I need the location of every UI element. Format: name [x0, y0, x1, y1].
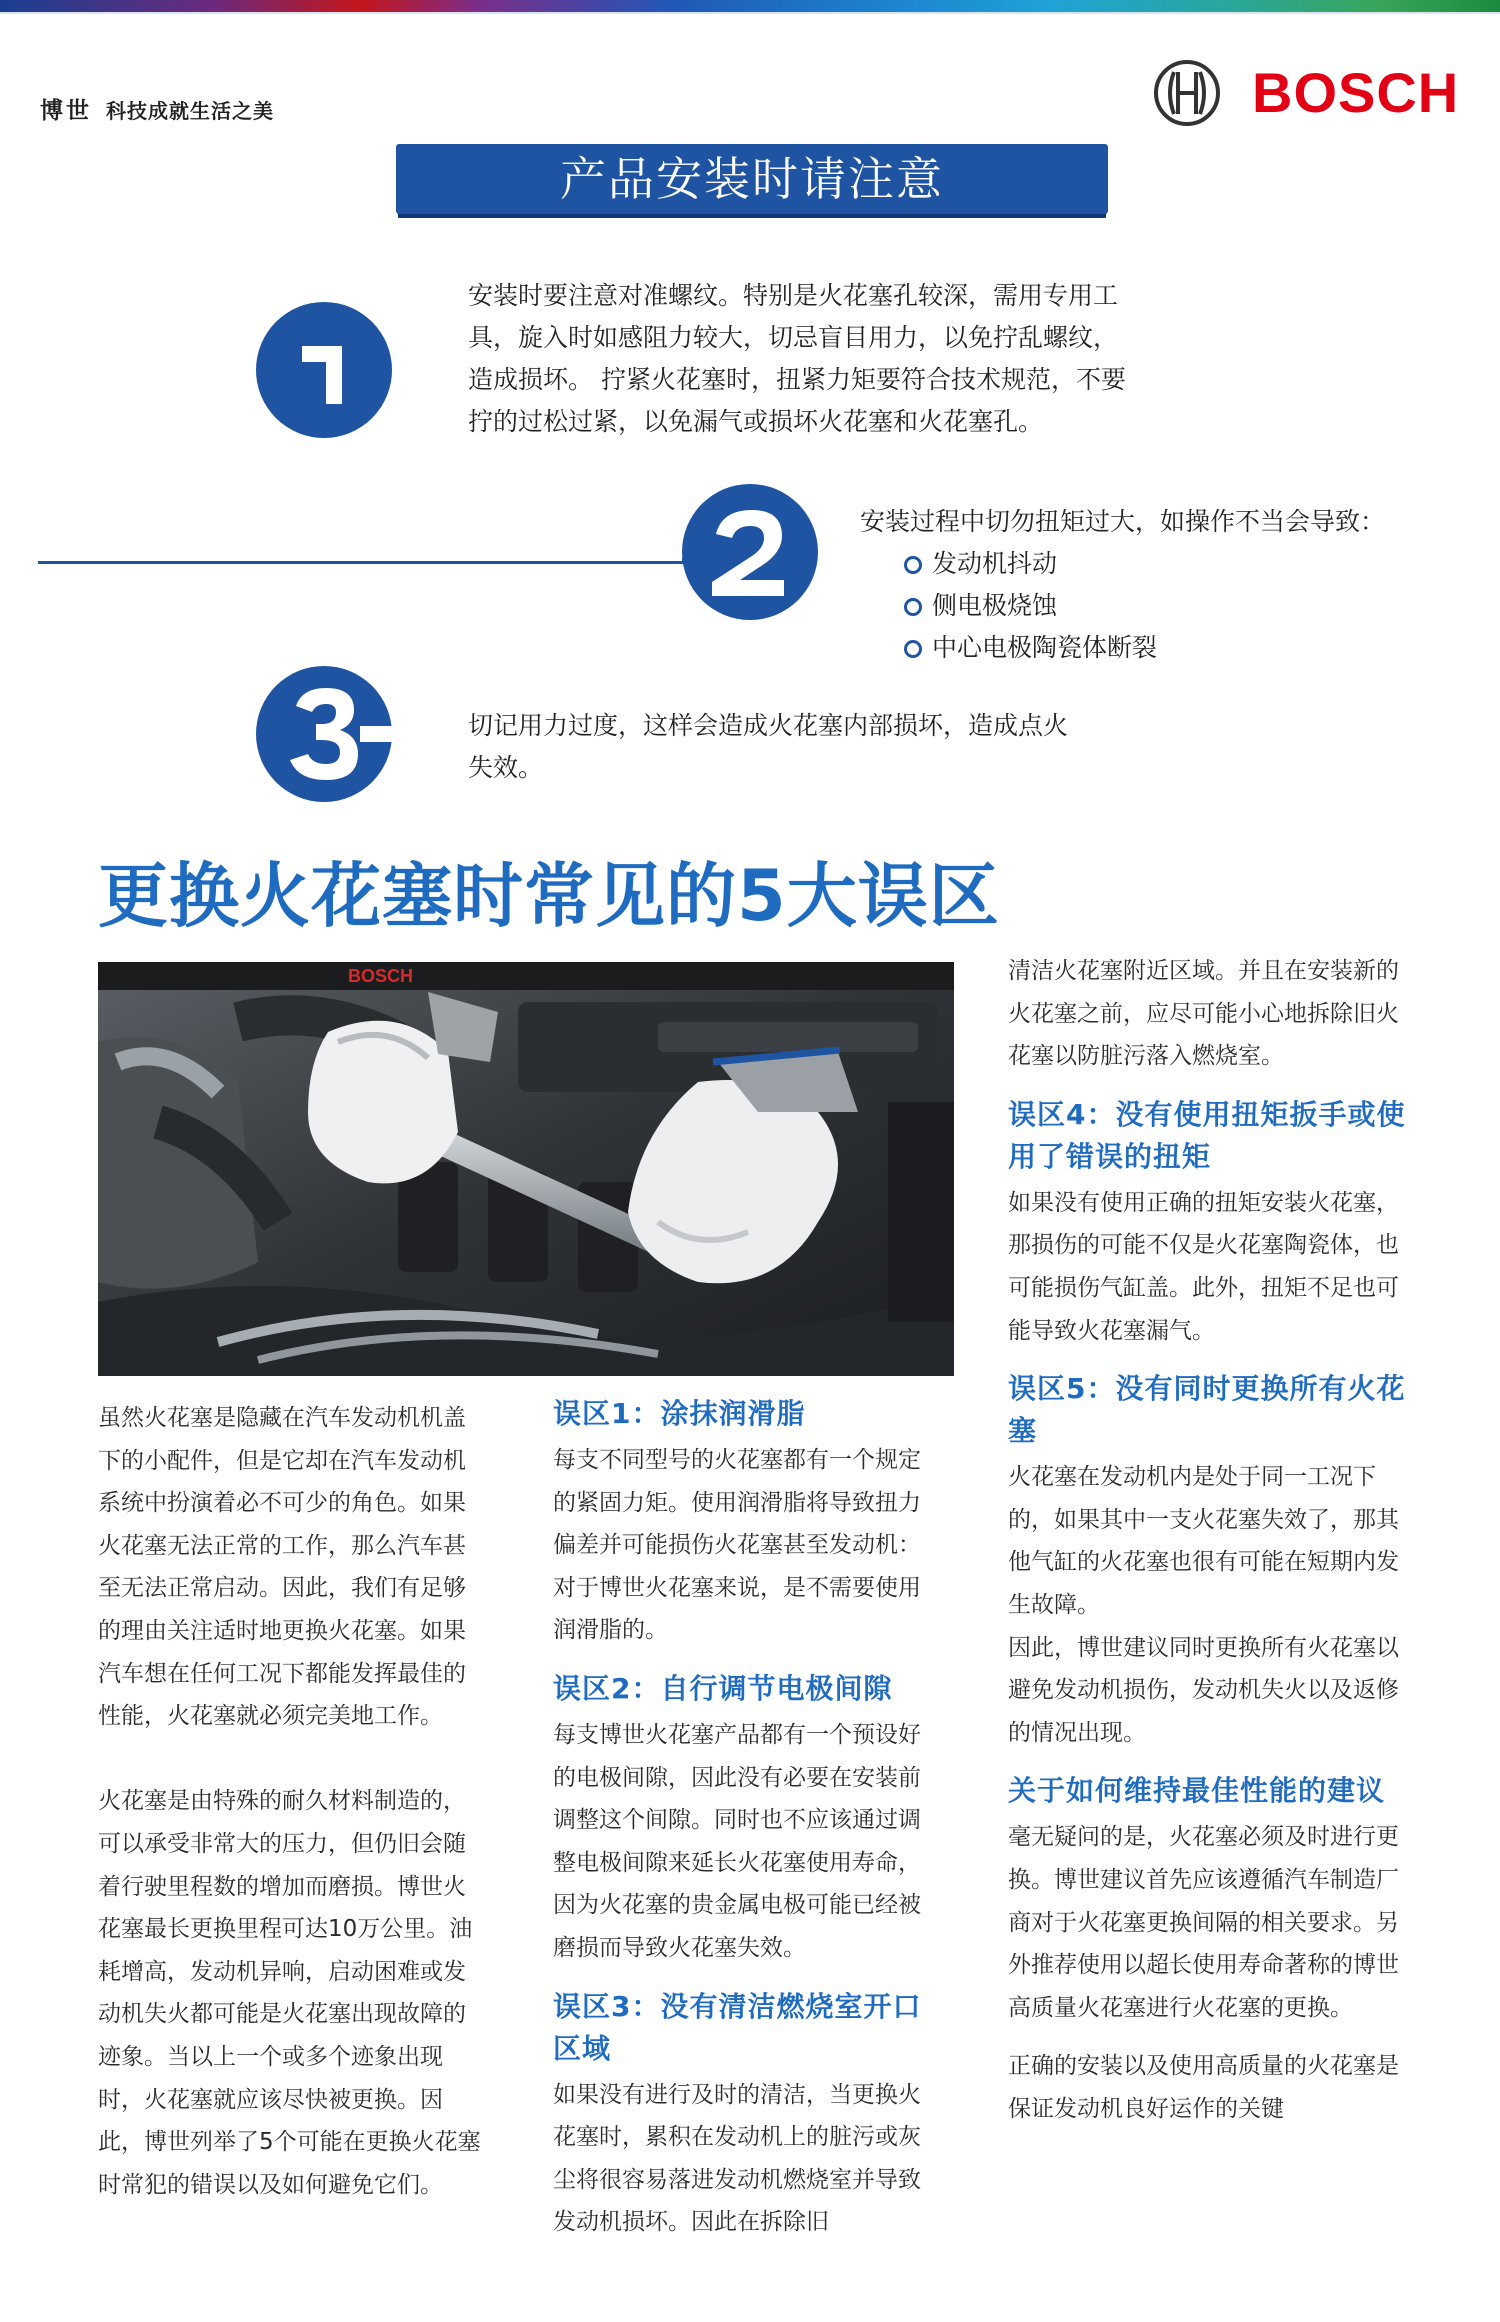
engine-photo [98, 962, 954, 1376]
install-notice-banner: 产品安装时请注意 [396, 144, 1108, 214]
number-two-icon [682, 484, 818, 620]
brand-cn: 博世 [40, 98, 92, 124]
intro-paragraph-1: 虽然火花塞是隐藏在汽车发动机机盖下的小配件，但是它却在汽车发动机系统中扮演着必不可少的角色。如果火花塞无法正常的工作，那么汽车甚至无法正常启动。因此，我们有足够的理由关注适时地更换火花塞。如果汽车想在任何工况下都能发挥最佳的性能，火花塞就必须完美地工作。 [98, 1405, 466, 1730]
mistake-5-text-2: 因此，博世建议同时更换所有火花塞以避免发动机损伤，发动机失火以及返修的情况出现。 [1008, 1634, 1399, 1746]
mistake-2-text: 每支博世火花塞产品都有一个预设好的电极间隙，因此没有必要在安装前调整这个间隙。同时也不应该通过调整电极间隙来延长火花塞使用寿命，因为火花塞的贵金属电极可能已经被磨损而导致火花塞失效。 [553, 1721, 921, 1961]
list-item: 中心电极陶瓷体断裂 [904, 627, 1460, 669]
advice-heading: 关于如何维持最佳性能的建议 [1008, 1774, 1386, 1808]
mistake-3-heading: 误区3：没有清洁燃烧室开口区域 [553, 1989, 922, 2065]
advice-text: 毫无疑问的是，火花塞必须及时进行更换。博世建议首先应该遵循汽车制造厂商对于火花塞更换间隔的相关要求。另外推荐使用以超长使用寿命著称的博世高质量火花塞进行火花塞的更换。 [1008, 1824, 1399, 2021]
divider-line [38, 561, 688, 564]
number-one-icon [256, 302, 392, 438]
tip-2-list [904, 543, 1460, 669]
tip-1-text: 安装时要注意对准螺纹。特别是火花塞孔较深，需用专用工具，旋入时如感阻力较大，切忌盲目用力，以免拧乱螺纹，造成损坏。 拧紧火花塞时，扭紧力矩要符合技术规范，不要拧的过松过紧，以免漏气或损坏火花塞和火花塞孔。 [468, 281, 1126, 436]
section-title: 更换火花塞时常见的5大误区 [98, 855, 1000, 937]
mistake-3-text: 如果没有进行及时的清洁，当更换火花塞时，累积在发动机上的脏污或灰尘将很容易落进发动机燃烧室并导致发动机损坏。因此在拆除旧 [553, 2081, 921, 2236]
article-column-1 [98, 1397, 488, 2206]
mistake-1-text: 每支不同型号的火花塞都有一个规定的紧固力矩。使用润滑脂将导致扭力偏差并可能损伤火花塞甚至发动机：对于博世火花塞来说，是不需要使用润滑脂的。 [553, 1447, 921, 1644]
mistake-1-heading: 误区1：涂抹润滑脂 [553, 1397, 806, 1430]
tip-2-intro: 安装过程中切勿扭矩过大，如操作不当会导致： [860, 507, 1386, 536]
intro-paragraph-2: 火花塞是由特殊的耐久材料制造的，可以承受非常大的压力，但仍旧会随着行驶里程数的增加而磨损。博世火花塞最长更换里程可达10万公里。油耗增高，发动机异响，启动困难或发动机失火都可能是火花塞出现故障的迹象。当以上一个或多个迹象出现时，火花塞就应该尽快被更换。因此，博世列举了5个可能在更换火花塞时常犯的错误以及如何避免它们。 [98, 1788, 481, 2198]
mistake-3-continued: 清洁火花塞附近区域。并且在安装新的火花塞之前，应尽可能小心地拆除旧火花塞以防脏污落入燃烧室。 [1008, 958, 1399, 1070]
closing-text: 正确的安装以及使用高质量的火花塞是保证发动机良好运作的关键 [1008, 2053, 1399, 2122]
tip-3-text: 切记用力过度，这样会造成火花塞内部损坏，造成点火失效。 [468, 711, 1069, 782]
tip-2-block [860, 501, 1460, 669]
header-divider [0, 12, 1500, 14]
slogan-text: 科技成就生活之美 [106, 99, 274, 123]
mistake-2-heading: 误区2：自行调节电极间隙 [553, 1671, 893, 1705]
mistake-4-text: 如果没有使用正确的扭矩安装火花塞，那损伤的可能不仅是火花塞陶瓷体，也可能损伤气缸盖。此外，扭矩不足也可能导致火花塞漏气。 [1008, 1189, 1399, 1344]
list-item: 发动机抖动 [904, 543, 1460, 585]
photo-bosch-mark: BOSCH [348, 966, 414, 986]
list-item: 侧电极烧蚀 [904, 585, 1460, 627]
mistake-5-text-1: 火花塞在发动机内是处于同一工况下的，如果其中一支火花塞失效了，那其他气缸的火花塞也很有可能在短期内发生故障。 [1008, 1464, 1399, 1618]
bosch-armature-icon [1152, 58, 1222, 128]
mistake-4-heading: 误区4：没有使用扭矩扳手或使用了错误的扭矩 [1008, 1097, 1406, 1173]
number-three-icon [256, 666, 392, 802]
article-column-2 [553, 1393, 943, 2244]
bosch-logo [1152, 58, 1464, 128]
mistake-5-heading: 误区5：没有同时更换所有火花塞 [1008, 1372, 1406, 1448]
brand-slogan [40, 92, 274, 125]
header-color-strip [0, 0, 1500, 12]
article-column-3 [1008, 950, 1408, 2130]
bosch-wordmark: BOSCH [1252, 61, 1460, 124]
